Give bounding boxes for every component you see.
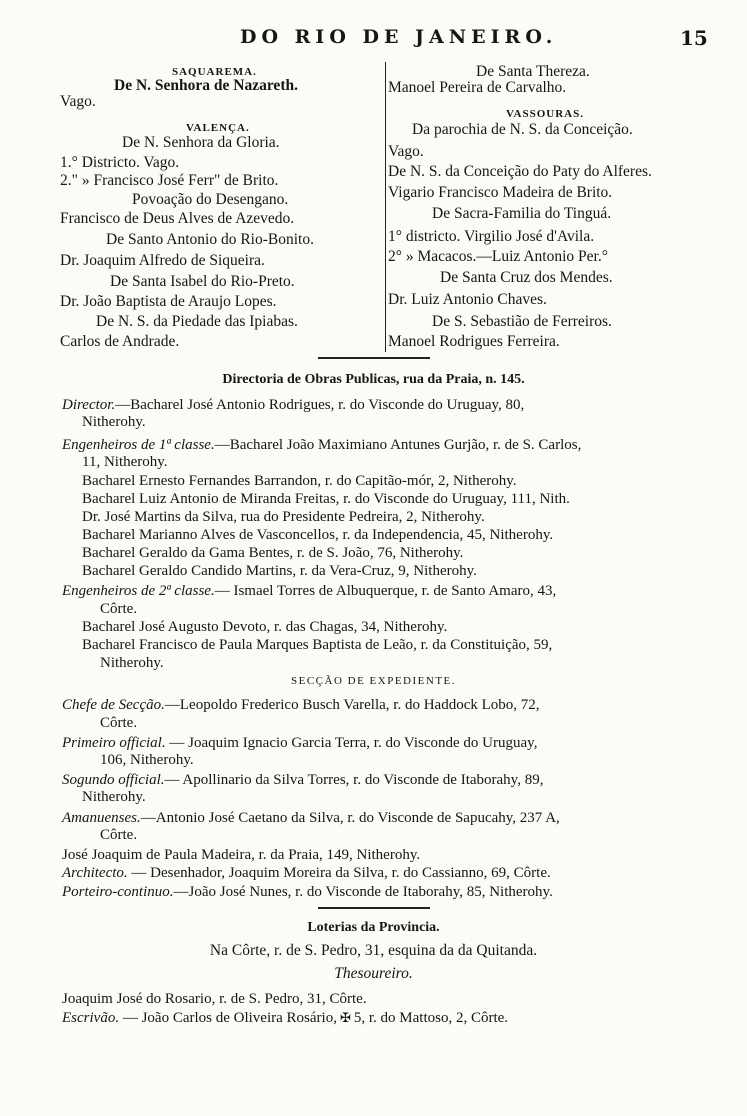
- section-title: Directoria de Obras Publicas, rua da Praia, n. 145.: [222, 372, 525, 387]
- entry-role: Escrivão.: [62, 1010, 120, 1026]
- list-item: Bacharel Geraldo Candido Martins, r. da Vera-Cruz, 9, Nitherohy.: [82, 563, 477, 579]
- list-item: Vigario Francisco Madeira de Brito.: [388, 184, 613, 201]
- divider: [318, 907, 430, 909]
- parish-heading: De Santo Antonio do Rio-Bonito.: [106, 231, 314, 248]
- entry-role: Chefe de Secção.: [62, 697, 165, 713]
- entry-continuation: Nitherohy.: [100, 655, 164, 671]
- list-item: [62, 1009, 508, 1027]
- list-item: Francisco de Deus Alves de Azevedo.: [60, 210, 295, 227]
- list-item: [62, 864, 551, 882]
- entry-text: — Desenhador, Joaquim Moreira da Silva, r. do Cassianno, 69, Côrte.: [127, 865, 551, 881]
- list-item: 2." » Francisco José Ferr" de Brito.: [60, 172, 279, 189]
- entry-role: Architecto.: [62, 865, 128, 881]
- entry-text: —Bacharel José Antonio Rodrigues, r. do Visconde do Uruguay, 80,: [115, 397, 525, 413]
- entry-text: —Antonio José Caetano da Silva, r. do Visconde de Sapucahy, 237 A,: [140, 810, 560, 826]
- parish-heading: De N. S. da Conceição do Paty do Alferes.: [388, 163, 652, 180]
- entry-continuation: Nitherohy.: [82, 414, 146, 430]
- list-item: Bacharel Luiz Antonio de Miranda Freitas, r. do Visconde do Uruguay, 111, Nith.: [82, 491, 570, 507]
- divider: [318, 357, 430, 359]
- list-item: Bacharel Geraldo da Gama Bentes, r. de S. João, 76, Nitherohy.: [82, 545, 464, 561]
- parish-heading: De S. Sebastião de Ferreiros.: [432, 313, 612, 330]
- list-item: Bacharel Ernesto Fernandes Barrandon, r. do Capitão-mór, 2, Nitherohy.: [82, 473, 517, 489]
- entry-continuation: Côrte.: [100, 715, 138, 731]
- entry-text: — Apollinario da Silva Torres, r. do Visconde de Itaborahy, 89,: [164, 772, 544, 788]
- parish-listing: [0, 62, 747, 362]
- entry-role: Porteiro-continuo.: [62, 884, 174, 900]
- masonic-emblem-icon: ✠: [339, 1010, 351, 1025]
- list-item: [62, 436, 581, 454]
- list-item: Bacharel Francisco de Paula Marques Baptista de Leão, r. da Constituição, 59,: [82, 637, 553, 653]
- list-item: [62, 771, 543, 789]
- lottery-address: Na Côrte, r. de S. Pedro, 31, esquina da da Quitanda.: [209, 942, 538, 959]
- list-item: 2° » Macacos.—Luiz Antonio Per.°: [388, 248, 608, 265]
- list-item: Joaquim José do Rosario, r. de S. Pedro, 31, Côrte.: [62, 991, 367, 1007]
- list-item: José Joaquim de Paula Madeira, r. da Praia, 149, Nitherohy.: [62, 847, 421, 863]
- entry-text: 5, r. do Mattoso, 2, Côrte.: [353, 1010, 509, 1026]
- entry-continuation: Côrte.: [100, 827, 138, 843]
- list-item: Carlos de Andrade.: [60, 333, 180, 350]
- list-item: Vago.: [60, 93, 96, 110]
- entry-text: — Ismael Torres de Albuquerque, r. de Santo Amaro, 43,: [214, 583, 557, 599]
- page-title: DO RIO DE JANEIRO.: [240, 26, 558, 48]
- parish-heading: De Santa Isabel do Rio-Preto.: [110, 273, 295, 290]
- parish-heading: De N. Senhora de Nazareth.: [114, 77, 298, 94]
- entry-text: —Leopoldo Frederico Busch Varella, r. do Haddock Lobo, 72,: [164, 697, 540, 713]
- entry-text: —João José Nunes, r. do Visconde de Itaborahy, 85, Nitherohy.: [173, 884, 553, 900]
- list-item: Dr. José Martins da Silva, rua do Presidente Pedreira, 2, Nitherohy.: [82, 509, 485, 525]
- parish-heading: De N. S. da Piedade das Ipiabas.: [96, 313, 298, 330]
- list-item: Dr. João Baptista de Araujo Lopes.: [60, 293, 277, 310]
- entry-continuation: Côrte.: [100, 601, 138, 617]
- parish-heading: Povoação do Desengano.: [132, 191, 289, 208]
- list-item: Manoel Pereira de Carvalho.: [388, 79, 567, 96]
- list-item: [62, 696, 540, 714]
- page-number: 15: [680, 26, 708, 50]
- entry-continuation: Nitherohy.: [82, 789, 146, 805]
- lottery-subtitle: Thesoureiro.: [334, 965, 413, 982]
- list-item: [62, 809, 560, 827]
- parish-heading: Da parochia de N. S. da Conceição.: [412, 121, 633, 138]
- list-item: Vago.: [388, 143, 424, 160]
- list-item: 1° districto. Virgilio José d'Avila.: [388, 228, 595, 245]
- entry-text: — João Carlos de Oliveira Rosário,: [119, 1010, 337, 1026]
- parish-heading: De Santa Cruz dos Mendes.: [440, 269, 613, 286]
- list-item: [62, 582, 556, 600]
- list-item: Bacharel José Augusto Devoto, r. das Chagas, 34, Nitherohy.: [82, 619, 448, 635]
- parish-heading: De Santa Thereza.: [476, 63, 590, 80]
- entry-text: — Joaquim Ignacio Garcia Terra, r. do Visconde do Uruguay,: [165, 735, 538, 751]
- list-item: Manoel Rodrigues Ferreira.: [388, 333, 560, 350]
- entry-continuation: 106, Nitherohy.: [100, 752, 194, 768]
- list-item: [62, 396, 524, 414]
- list-item: Bacharel Marianno Alves de Vasconcellos, r. da Independencia, 45, Nitherohy.: [82, 527, 554, 543]
- entry-role: Engenheiros de 1ª classe.: [62, 437, 215, 453]
- district-heading: VALENÇA.: [186, 122, 250, 134]
- column-divider: [385, 62, 386, 352]
- subsection-title: SECÇÃO DE EXPEDIENTE.: [290, 675, 457, 687]
- list-item: [62, 734, 537, 752]
- entry-role: Amanuenses.: [62, 810, 141, 826]
- list-item: [62, 883, 553, 901]
- entry-role: Primeiro official.: [62, 735, 166, 751]
- list-item: Dr. Luiz Antonio Chaves.: [388, 291, 547, 308]
- district-heading: SAQUAREMA.: [172, 66, 257, 78]
- running-head: [0, 18, 747, 58]
- parish-heading: De Sacra-Familia do Tinguá.: [432, 205, 612, 222]
- entry-role: Director.: [62, 397, 116, 413]
- entry-continuation: 11, Nitherohy.: [82, 454, 168, 470]
- entry-role: Sogundo official.: [62, 772, 165, 788]
- district-heading: VASSOURAS.: [506, 108, 584, 120]
- parish-heading: De N. Senhora da Gloria.: [122, 134, 280, 151]
- list-item: 1.° Districto. Vago.: [60, 154, 180, 171]
- section-title: Loterias da Provincia.: [307, 920, 440, 935]
- entry-role: Engenheiros de 2ª classe.: [62, 583, 215, 599]
- list-item: Dr. Joaquim Alfredo de Siqueira.: [60, 252, 265, 269]
- entry-text: —Bacharel João Maximiano Antunes Gurjão, r. de S. Carlos,: [214, 437, 582, 453]
